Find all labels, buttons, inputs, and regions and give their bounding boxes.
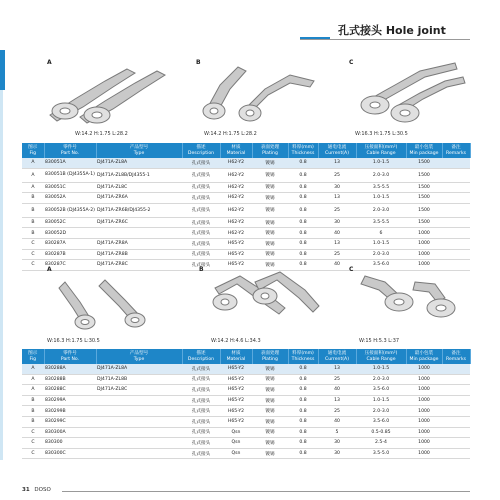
- table-cell-range: 3.5-6.0: [356, 416, 406, 427]
- table-cell-pkg: 1500: [406, 203, 442, 217]
- table-cell-desc: 孔式接头: [182, 228, 220, 239]
- table-cell-part: 830052C: [44, 217, 96, 228]
- column-header: 料厚(mm) Thickness: [288, 349, 318, 364]
- table-cell-type: DJ471A-ZR6C: [96, 217, 182, 228]
- photo-top-b: [190, 55, 330, 140]
- table-cell-mat: H62-Y2: [220, 193, 252, 204]
- table-cell-mat: H62-Y2: [220, 168, 252, 182]
- table-cell-plating: 镀锡: [252, 374, 288, 385]
- table-cell-part: 830299A: [44, 395, 96, 406]
- table-cell-rem: [442, 249, 470, 260]
- photo-bottom-c: [345, 262, 470, 347]
- table-cell-current: 13: [318, 193, 356, 204]
- column-header: 压接面积(mm²) Cable Range: [356, 349, 406, 364]
- table-cell-plating: 镀锡: [252, 228, 288, 239]
- table-cell-thick: 0.8: [288, 427, 318, 438]
- table-cell-part: 830051A: [44, 158, 96, 168]
- table-header-row: [22, 349, 470, 364]
- table-cell-part: 830299C: [44, 416, 96, 427]
- table-cell-current: 40: [318, 228, 356, 239]
- side-strip: [0, 90, 3, 460]
- table-cell-thick: 0.8: [288, 249, 318, 260]
- table-cell-fig: B: [22, 416, 44, 427]
- table-cell-pkg: 1000: [406, 406, 442, 417]
- table-cell-rem: [442, 238, 470, 249]
- table-cell-plating: 镀锡: [252, 193, 288, 204]
- table-cell-type: DJ471A-ZL8A: [96, 364, 182, 374]
- table-cell-part: 830288B: [44, 374, 96, 385]
- table-cell-type: [96, 448, 182, 459]
- table-cell-range: 3.5-5.0: [356, 448, 406, 459]
- section-tab: [0, 50, 5, 90]
- photo-top-a: [35, 55, 180, 140]
- table-row: [22, 427, 470, 438]
- table-cell-fig: B: [22, 228, 44, 239]
- column-header: 压接面积(mm²) Cable Range: [356, 143, 406, 158]
- table-cell-rem: [442, 448, 470, 459]
- table-cell-rem: [442, 168, 470, 182]
- table-cell-pkg: 1500: [406, 182, 442, 193]
- photo-dimensions: W:14.2 H:1.75 L:28.2: [204, 131, 257, 137]
- table-cell-plating: 镀锡: [252, 438, 288, 449]
- table-cell-type: DJ471A-ZL8C: [96, 385, 182, 396]
- page-number: 31: [22, 487, 30, 493]
- table-cell-desc: 孔式接头: [182, 182, 220, 193]
- table-cell-current: 30: [318, 217, 356, 228]
- table-cell-type: DJ471A-ZL8B: [96, 374, 182, 385]
- table-cell-part: 830300C: [44, 448, 96, 459]
- table-cell-rem: [442, 228, 470, 239]
- table-cell-fig: C: [22, 249, 44, 260]
- column-header: 最小包装 Min package: [406, 349, 442, 364]
- table-cell-thick: 0.8: [288, 448, 318, 459]
- column-header: 图示 Fig: [22, 349, 44, 364]
- table-cell-desc: 孔式接头: [182, 406, 220, 417]
- table-cell-rem: [442, 158, 470, 168]
- table-cell-mat: H65-Y2: [220, 260, 252, 271]
- table-cell-desc: 孔式接头: [182, 158, 220, 168]
- table-cell-fig: C: [22, 238, 44, 249]
- table-cell-plating: 镀锡: [252, 203, 288, 217]
- table-row: [22, 364, 470, 374]
- column-header: 描述 Description: [182, 349, 220, 364]
- table-cell-mat: H65-Y2: [220, 238, 252, 249]
- table-cell-thick: 0.8: [288, 438, 318, 449]
- table-cell-mat: H62-Y2: [220, 217, 252, 228]
- table-cell-fig: C: [22, 260, 44, 271]
- column-header: 通电电流 Current(A): [318, 349, 356, 364]
- table-cell-current: 25: [318, 249, 356, 260]
- table-cell-mat: H65-Y2: [220, 395, 252, 406]
- table-cell-type: DJ471A-ZR8C: [96, 260, 182, 271]
- table-cell-plating: 镀锡: [252, 158, 288, 168]
- table-row: [22, 395, 470, 406]
- table-cell-fig: C: [22, 438, 44, 449]
- table-cell-mat: H62-Y2: [220, 158, 252, 168]
- table-cell-current: 25: [318, 168, 356, 182]
- table-cell-type: [96, 427, 182, 438]
- column-header: 最小包装 Min package: [406, 143, 442, 158]
- table-cell-current: 13: [318, 364, 356, 374]
- table-cell-fig: B: [22, 203, 44, 217]
- table-cell-thick: 0.8: [288, 217, 318, 228]
- table-cell-range: 6: [356, 228, 406, 239]
- table-row: [22, 158, 470, 168]
- table-row: [22, 416, 470, 427]
- terminal-pair-image: [345, 55, 470, 127]
- table-cell-range: 2.0-3.0: [356, 203, 406, 217]
- table-cell-mat: H65-Y2: [220, 406, 252, 417]
- table-cell-part: 830052D: [44, 228, 96, 239]
- column-header: 备注 Remarks: [442, 143, 470, 158]
- table-cell-range: 2.5-4: [356, 438, 406, 449]
- table-cell-range: 1.0-1.5: [356, 238, 406, 249]
- brand-name: DOSO: [34, 487, 51, 493]
- table-row: [22, 217, 470, 228]
- table-cell-part: 830287C: [44, 260, 96, 271]
- table-cell-current: 30: [318, 182, 356, 193]
- column-header: 描述 Description: [182, 143, 220, 158]
- table-cell-fig: A: [22, 364, 44, 374]
- page-header: [300, 22, 470, 38]
- table-cell-pkg: 1000: [406, 374, 442, 385]
- table-cell-pkg: 1000: [406, 385, 442, 396]
- table-cell-current: 13: [318, 395, 356, 406]
- photo-label: A: [47, 59, 52, 66]
- table-cell-rem: [442, 182, 470, 193]
- table-cell-pkg: 1000: [406, 249, 442, 260]
- table-cell-type: [96, 416, 182, 427]
- footer-rule: [62, 491, 470, 492]
- table-cell-mat: H65-Y2: [220, 374, 252, 385]
- column-header: 通电电流 Current(A): [318, 143, 356, 158]
- table-cell-rem: [442, 217, 470, 228]
- table-cell-rem: [442, 395, 470, 406]
- table-cell-pkg: 1000: [406, 228, 442, 239]
- table-cell-mat: Qsn: [220, 427, 252, 438]
- table-cell-current: 13: [318, 158, 356, 168]
- table-cell-pkg: 1500: [406, 158, 442, 168]
- table-cell-plating: 镀锡: [252, 416, 288, 427]
- table-cell-pkg: 1000: [406, 427, 442, 438]
- table-cell-part: 830288A: [44, 364, 96, 374]
- table-cell-part: 830052B (DJ4355A-2): [44, 203, 96, 217]
- table-cell-range: 2.0-3.0: [356, 406, 406, 417]
- table-cell-plating: 镀锡: [252, 182, 288, 193]
- table-cell-range: 3.5-5.5: [356, 217, 406, 228]
- table-cell-type: DJ471A-ZR6A: [96, 193, 182, 204]
- table-cell-mat: H62-Y2: [220, 228, 252, 239]
- table-cell-desc: 孔式接头: [182, 427, 220, 438]
- table-cell-current: 5: [318, 427, 356, 438]
- table-cell-current: 25: [318, 374, 356, 385]
- table-cell-range: 0.5-0.85: [356, 427, 406, 438]
- table-cell-thick: 0.8: [288, 385, 318, 396]
- column-header: 零件号 Part No.: [44, 349, 96, 364]
- photo-top-c: [345, 55, 470, 140]
- table-cell-rem: [442, 427, 470, 438]
- table-cell-thick: 0.8: [288, 193, 318, 204]
- column-header: 产品型号 Type: [96, 143, 182, 158]
- spec-table-2: [22, 349, 471, 459]
- table-cell-fig: A: [22, 182, 44, 193]
- table-cell-mat: Qsn: [220, 438, 252, 449]
- table-cell-pkg: 1500: [406, 193, 442, 204]
- table-cell-mat: H62-Y2: [220, 203, 252, 217]
- table-cell-range: 1.0-1.5: [356, 395, 406, 406]
- table-cell-type: [96, 438, 182, 449]
- table-cell-desc: 孔式接头: [182, 364, 220, 374]
- column-header: 材质 Material: [220, 143, 252, 158]
- table-cell-pkg: 1000: [406, 238, 442, 249]
- table-cell-type: [96, 228, 182, 239]
- table-cell-desc: 孔式接头: [182, 385, 220, 396]
- terminal-pair-image: [35, 55, 180, 127]
- table-cell-thick: 0.8: [288, 374, 318, 385]
- table-cell-desc: 孔式接头: [182, 168, 220, 182]
- table-cell-desc: 孔式接头: [182, 260, 220, 271]
- table-cell-current: 40: [318, 416, 356, 427]
- table-cell-pkg: 1500: [406, 217, 442, 228]
- table-cell-fig: C: [22, 448, 44, 459]
- table-cell-current: 40: [318, 385, 356, 396]
- photo-label: B: [199, 266, 204, 273]
- table-cell-part: 830287A: [44, 238, 96, 249]
- photo-dimensions: W:16.3 H:1.75 L:30.5: [47, 338, 100, 344]
- table-cell-pkg: 1000: [406, 260, 442, 271]
- photo-dimensions: W:15 H:5.3 L:37: [359, 338, 400, 344]
- table-cell-thick: 0.8: [288, 158, 318, 168]
- table-row: [22, 182, 470, 193]
- table-cell-desc: 孔式接头: [182, 203, 220, 217]
- table-cell-desc: 孔式接头: [182, 438, 220, 449]
- table-cell-fig: A: [22, 385, 44, 396]
- table-cell-desc: 孔式接头: [182, 416, 220, 427]
- photo-bottom-a: [35, 262, 185, 347]
- table-cell-plating: 镀锡: [252, 406, 288, 417]
- table-cell-thick: 0.8: [288, 260, 318, 271]
- table-cell-part: 830051C: [44, 182, 96, 193]
- table-cell-mat: H65-Y2: [220, 385, 252, 396]
- table-row: [22, 385, 470, 396]
- table-cell-current: 25: [318, 203, 356, 217]
- photo-dimensions: W:16.3 H:1.75 L:30.5: [355, 131, 408, 137]
- table-cell-current: 40: [318, 260, 356, 271]
- terminal-pair-image: [190, 55, 330, 127]
- table-cell-part: 830288C: [44, 385, 96, 396]
- table-cell-fig: B: [22, 217, 44, 228]
- table-cell-desc: 孔式接头: [182, 217, 220, 228]
- photo-label: A: [47, 266, 52, 273]
- table-cell-rem: [442, 416, 470, 427]
- table-cell-plating: 镀锡: [252, 385, 288, 396]
- table-cell-part: 830300: [44, 438, 96, 449]
- table-cell-thick: 0.8: [288, 238, 318, 249]
- table-cell-part: 830300A: [44, 427, 96, 438]
- terminal-pair-image: [345, 262, 470, 334]
- table-row: [22, 228, 470, 239]
- table-row: [22, 406, 470, 417]
- photo-label: B: [196, 59, 201, 66]
- table-cell-thick: 0.8: [288, 416, 318, 427]
- column-header: 图示 Fig: [22, 143, 44, 158]
- photo-dimensions: W:14.2 H:1.75 L:28.2: [75, 131, 128, 137]
- column-header: 材质 Material: [220, 349, 252, 364]
- table-cell-range: 1.0-1.5: [356, 193, 406, 204]
- table-cell-range: 2.0-3.0: [356, 249, 406, 260]
- table-cell-desc: 孔式接头: [182, 374, 220, 385]
- table-cell-range: 2.0-3.0: [356, 168, 406, 182]
- table-cell-type: DJ471A-ZL8B/DJ4355-1: [96, 168, 182, 182]
- table-row: [22, 438, 470, 449]
- table-cell-thick: 0.8: [288, 364, 318, 374]
- page-title: 孔式接头 Hole joint: [338, 24, 446, 37]
- table-cell-range: 2.0-3.0: [356, 374, 406, 385]
- table-cell-mat: H65-Y2: [220, 364, 252, 374]
- table-cell-fig: A: [22, 374, 44, 385]
- header-accent-bar: [300, 37, 330, 39]
- table-cell-plating: 镀锡: [252, 395, 288, 406]
- table-cell-mat: H62-Y2: [220, 182, 252, 193]
- table-cell-part: 830051B (DJ4355A-1): [44, 168, 96, 182]
- table-cell-range: 1.0-1.5: [356, 364, 406, 374]
- photo-label: C: [349, 59, 354, 66]
- page-footer: [22, 487, 51, 493]
- table-cell-plating: 镀锡: [252, 364, 288, 374]
- terminal-pair-image: [195, 262, 335, 334]
- table-cell-plating: 镀锡: [252, 238, 288, 249]
- table-cell-type: [96, 406, 182, 417]
- table-row: [22, 249, 470, 260]
- table-cell-part: 830299B: [44, 406, 96, 417]
- table-cell-part: 830052A: [44, 193, 96, 204]
- table-cell-mat: Qsn: [220, 448, 252, 459]
- table-cell-rem: [442, 364, 470, 374]
- table-cell-pkg: 1000: [406, 438, 442, 449]
- table-cell-type: DJ471A-ZR8A: [96, 238, 182, 249]
- table-cell-thick: 0.8: [288, 406, 318, 417]
- table-row: [22, 193, 470, 204]
- column-header: 备注 Remarks: [442, 349, 470, 364]
- table-cell-current: 25: [318, 406, 356, 417]
- table-cell-type: DJ471A-ZL8C: [96, 182, 182, 193]
- table-cell-type: DJ471A-ZR6B/DJ4355-2: [96, 203, 182, 217]
- table-cell-fig: A: [22, 168, 44, 182]
- table-cell-desc: 孔式接头: [182, 395, 220, 406]
- table-cell-part: 830287B: [44, 249, 96, 260]
- column-header: 零件号 Part No.: [44, 143, 96, 158]
- table-cell-mat: H65-Y2: [220, 249, 252, 260]
- table-row: [22, 374, 470, 385]
- table-cell-range: 3.5-5.5: [356, 182, 406, 193]
- table-cell-range: 1.0-1.5: [356, 158, 406, 168]
- table-cell-rem: [442, 406, 470, 417]
- column-header: 表面处理 Plating: [252, 349, 288, 364]
- table-cell-rem: [442, 385, 470, 396]
- table-cell-plating: 镀锡: [252, 427, 288, 438]
- table-cell-fig: C: [22, 427, 44, 438]
- photo-bottom-b: [195, 262, 335, 347]
- table-cell-fig: B: [22, 406, 44, 417]
- table-cell-pkg: 1000: [406, 448, 442, 459]
- table-cell-rem: [442, 203, 470, 217]
- table-cell-fig: A: [22, 158, 44, 168]
- table-cell-rem: [442, 193, 470, 204]
- table-cell-plating: 镀锡: [252, 448, 288, 459]
- table-cell-range: 3.5-6.0: [356, 385, 406, 396]
- table-cell-desc: 孔式接头: [182, 238, 220, 249]
- table-cell-fig: B: [22, 193, 44, 204]
- table-cell-thick: 0.8: [288, 203, 318, 217]
- table-cell-thick: 0.8: [288, 182, 318, 193]
- photo-label: C: [349, 266, 354, 273]
- table-cell-plating: 镀锡: [252, 260, 288, 271]
- table-cell-thick: 0.8: [288, 228, 318, 239]
- column-header: 料厚(mm) Thickness: [288, 143, 318, 158]
- table-cell-plating: 镀锡: [252, 249, 288, 260]
- header-rule: [300, 39, 470, 40]
- terminal-pair-image: [35, 262, 185, 334]
- table-cell-thick: 0.8: [288, 395, 318, 406]
- table-cell-rem: [442, 438, 470, 449]
- table-header-row: [22, 143, 470, 158]
- table-cell-current: 13: [318, 238, 356, 249]
- table-cell-current: 30: [318, 448, 356, 459]
- table-cell-plating: 镀锡: [252, 217, 288, 228]
- table-cell-type: [96, 395, 182, 406]
- table-cell-type: DJ471A-ZL8A: [96, 158, 182, 168]
- table-row: [22, 203, 470, 217]
- spec-table-1: [22, 143, 471, 271]
- table-cell-pkg: 1000: [406, 395, 442, 406]
- table-cell-pkg: 1500: [406, 168, 442, 182]
- photo-dimensions: W:14.2 H:4.6 L:34.3: [211, 338, 261, 344]
- table-cell-pkg: 1000: [406, 364, 442, 374]
- table-cell-current: 30: [318, 438, 356, 449]
- table-row: [22, 168, 470, 182]
- table-cell-range: 3.5-6.0: [356, 260, 406, 271]
- table-cell-thick: 0.8: [288, 168, 318, 182]
- table-cell-rem: [442, 374, 470, 385]
- table-cell-desc: 孔式接头: [182, 448, 220, 459]
- table-cell-type: DJ471A-ZR8B: [96, 249, 182, 260]
- table-cell-pkg: 1000: [406, 416, 442, 427]
- table-cell-desc: 孔式接头: [182, 193, 220, 204]
- table-cell-desc: 孔式接头: [182, 249, 220, 260]
- column-header: 产品型号 Type: [96, 349, 182, 364]
- table-row: [22, 238, 470, 249]
- table-cell-fig: B: [22, 395, 44, 406]
- table-cell-plating: 镀锡: [252, 168, 288, 182]
- column-header: 表面处理 Plating: [252, 143, 288, 158]
- table-row: [22, 448, 470, 459]
- table-cell-mat: H65-Y2: [220, 416, 252, 427]
